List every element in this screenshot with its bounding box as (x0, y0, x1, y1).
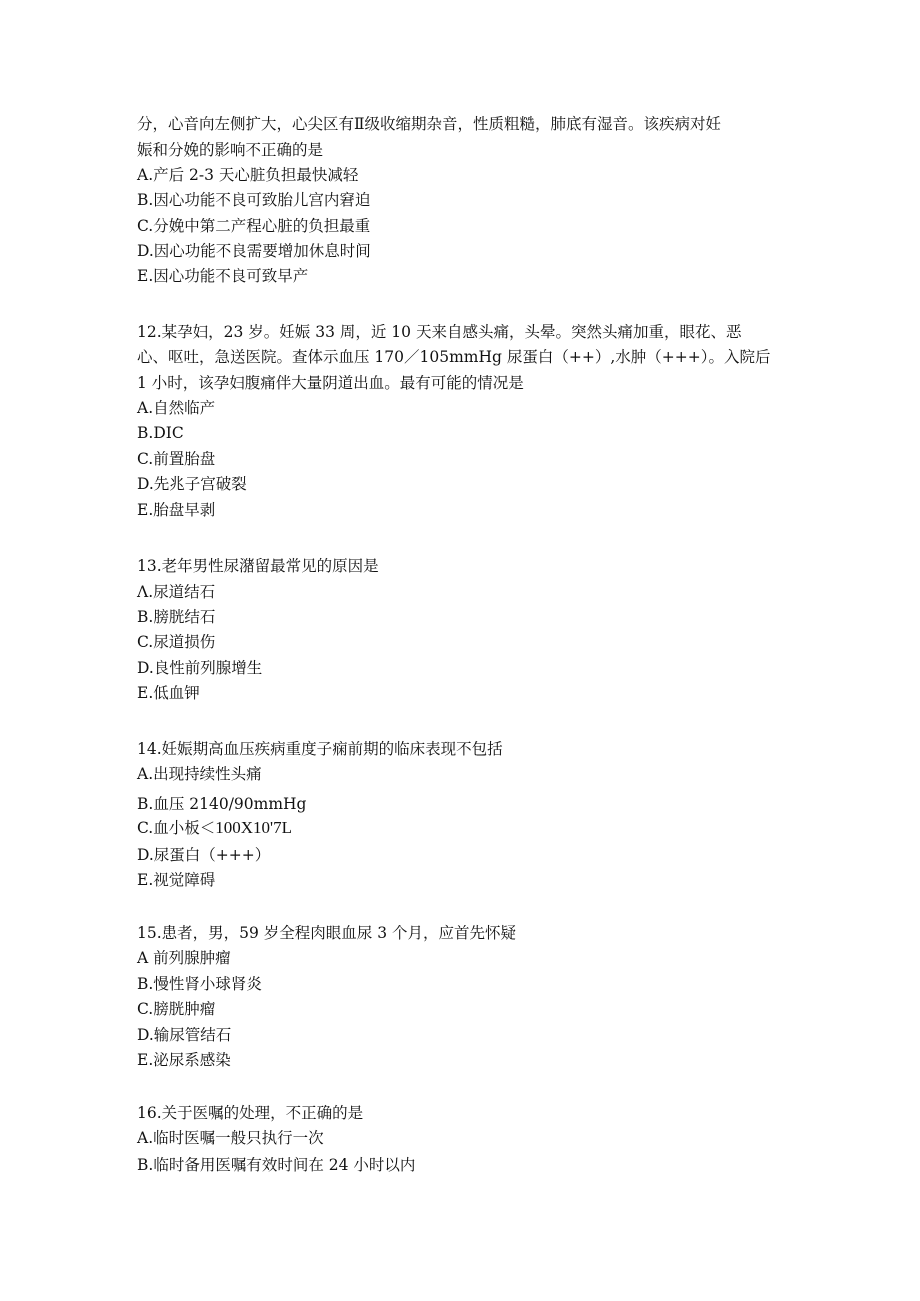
q16-stem: 16.关于医嘱的处理，不正确的是 (137, 1104, 364, 1122)
q11-option-c: C.分娩中第二产程心脏的负担最重 (137, 217, 371, 235)
q11-option-d: D.因心功能不良需要增加休息时间 (137, 242, 371, 260)
q13-option-a: Λ.尿道结石 (137, 583, 216, 601)
q15-option-c: C.膀胱肿瘤 (137, 1000, 216, 1018)
q12-option-a: A.自然临产 (137, 399, 216, 417)
q14-option-a: A.出现持续性头痛 (137, 765, 262, 783)
q11-option-b: B.因心功能不良可致胎儿宫内窘迫 (137, 191, 371, 209)
q15-option-b: B.慢性肾小球肾炎 (137, 975, 262, 993)
q14-stem: 14.妊娠期高血压疾病重度子痫前期的临床表现不包括 (137, 740, 503, 758)
q12-option-c: C.前置胎盘 (137, 450, 216, 468)
q14-option-e: E.视觉障碍 (137, 871, 216, 889)
q14-option-c (137, 818, 292, 838)
q12-stem-line-3: 1 小时，该孕妇腹痛伴大量阴道出血。最有可能的情况是 (137, 374, 524, 392)
q15-option-d: D.输尿管结石 (137, 1026, 232, 1044)
q11-option-a: A.产后 2-3 天心脏负担最快减轻 (137, 166, 359, 184)
q16-option-a: A.临时医嘱一般只执行一次 (137, 1129, 324, 1147)
q14-option-d: D.尿蛋白（+++） (137, 846, 271, 864)
q14-option-c-prefix: C.血小板＜ (137, 819, 216, 837)
q15-stem: 15.患者，男，59 岁全程肉眼血尿 3 个月，应首先怀疑 (137, 924, 517, 942)
q12-option-b: B.DIC (137, 424, 184, 442)
q13-option-b: B.膀胱结石 (137, 608, 216, 626)
q11-option-e: E.因心功能不良可致早产 (137, 267, 309, 285)
q11-stem-line-2: 娠和分娩的影响不正确的是 (137, 141, 324, 159)
q16-option-b: B.临时备用医嘱有效时间在 24 小时以内 (137, 1156, 416, 1174)
q13-option-d: D.良性前列腺增生 (137, 659, 263, 677)
q15-option-e: E.泌尿系感染 (137, 1051, 231, 1069)
q12-option-e: E.胎盘早剥 (137, 501, 216, 519)
q14-option-c-value: 100X10'7L (215, 818, 292, 837)
q12-stem-line-2: 心、呕吐，急送医院。查体示血压 170／105mmHg 尿蛋白（++）,水肿（+++）。入院后 (137, 348, 771, 366)
q12-stem-line-1: 12.某孕妇，23 岁。妊娠 33 周，近 10 天来自感头痛，头晕。突然头痛加重，眼花、恶 (137, 323, 742, 341)
q13-option-c: C.尿道损伤 (137, 633, 216, 651)
q12-option-d: D.先兆子宫破裂 (137, 475, 247, 493)
q11-stem-line-1: 分，心音向左侧扩大，心尖区有Ⅱ级收缩期杂音，性质粗糙，肺底有湿音。该疾病对妊 (137, 115, 722, 133)
q13-stem: 13.老年男性尿潴留最常见的原因是 (137, 557, 379, 575)
q14-option-b: B.血压 2140/90mmHg (137, 795, 307, 813)
q15-option-a: A 前列腺肿瘤 (137, 949, 231, 967)
q13-option-e: E.低血钾 (137, 684, 200, 702)
